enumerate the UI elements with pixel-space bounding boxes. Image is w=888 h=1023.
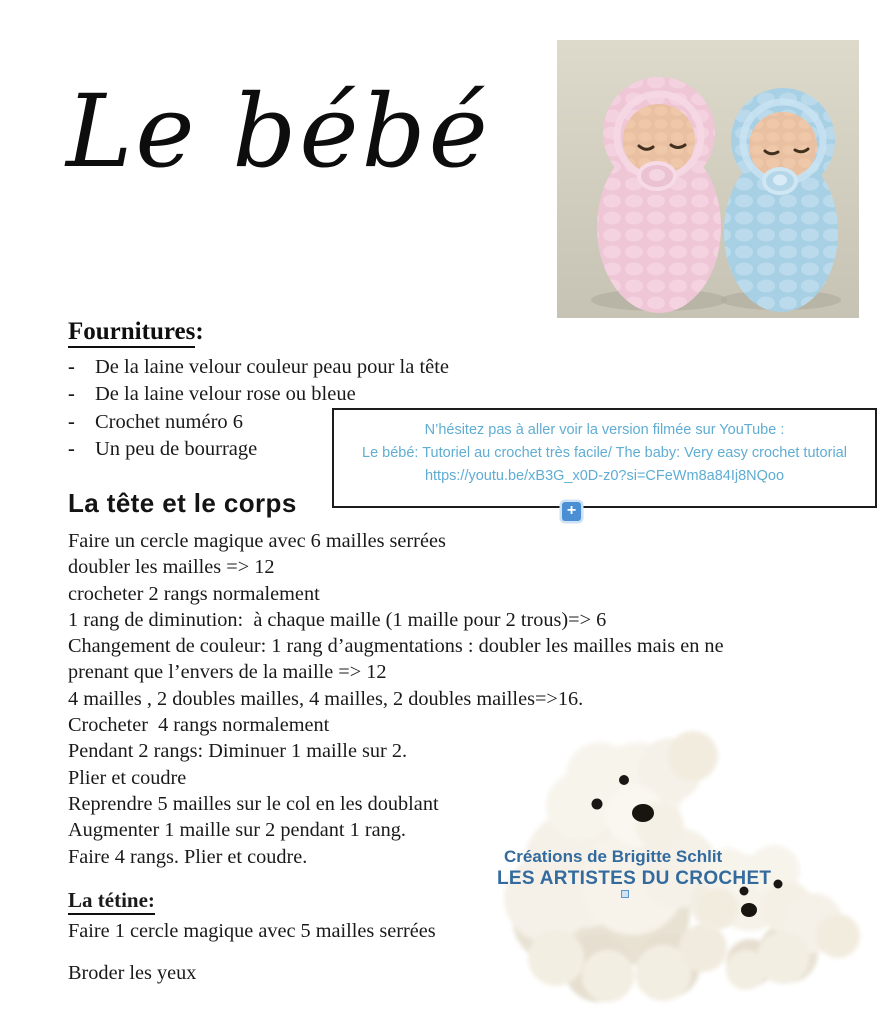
supply-item-label: De la laine velour rose ou bleue <box>95 383 356 406</box>
supply-item-label: Crochet numéro 6 <box>95 410 244 433</box>
youtube-invite-text: N’hésitez pas à aller voir la version filmée sur YouTube : <box>424 422 785 438</box>
head-body-heading: La tête et le corps <box>68 488 297 518</box>
instruction-line: Pendant 2 rangs: Diminuer 1 maille sur 2. <box>68 740 408 763</box>
instruction-line: 4 mailles , 2 doubles mailles, 4 mailles, 2 doubles mailles=>16. <box>68 687 584 710</box>
page-title: Le bébé <box>66 73 491 190</box>
babies-photo <box>557 40 859 318</box>
instruction-line: Faire 4 rangs. Plier et coudre. <box>68 845 308 868</box>
supply-item <box>68 354 449 381</box>
instruction-line: Crocheter 4 rangs normalement <box>68 714 330 737</box>
instruction-line: Plier et coudre <box>68 766 187 789</box>
dogs-photo <box>488 718 888 1018</box>
plus-icon[interactable]: + <box>562 502 581 521</box>
dogs-caption-group: LES ARTISTES DU CROCHET <box>497 868 772 889</box>
dash-bullet: - <box>68 410 75 433</box>
babies-photo-art <box>557 40 859 318</box>
supply-item <box>68 381 449 408</box>
tetine-heading-text: La tétine: <box>68 888 155 915</box>
broder-instruction: Broder les yeux <box>68 962 197 984</box>
instruction-line: Augmenter 1 maille sur 2 pendant 1 rang. <box>68 819 406 842</box>
tetine-section <box>68 888 436 943</box>
youtube-video-title: Le bébé: Tutoriel au crochet très facile/ The baby: Very easy crochet tutorial <box>362 445 847 461</box>
tetine-heading <box>68 888 436 913</box>
fournitures-heading <box>68 318 449 346</box>
instruction-line: prenant que l’envers de la maille => 12 <box>68 661 387 684</box>
dash-bullet: - <box>68 383 75 406</box>
dash-bullet: - <box>68 438 75 461</box>
instruction-line: doubler les mailles => 12 <box>68 556 275 579</box>
instruction-line: 1 rang de diminution: à chaque maille (1 maille pour 2 trous)=> 6 <box>68 608 607 631</box>
fournitures-heading-colon: : <box>195 318 204 345</box>
supply-item-label: De la laine velour couleur peau pour la tête <box>95 356 450 378</box>
youtube-link[interactable]: https://youtu.be/xB3G_x0D-z0?si=CFeWm8a84Ij8NQoo <box>424 468 785 484</box>
instruction-line: crocheter 2 rangs normalement <box>68 582 320 605</box>
instruction-line: Changement de couleur: 1 rang d’augmentations : doubler les mailles mais en ne <box>68 635 724 658</box>
instruction-line: Faire un cercle magique avec 6 mailles serrées <box>68 530 446 552</box>
supply-item-label: Un peu de bourrage <box>95 438 258 461</box>
tetine-instruction: Faire 1 cercle magique avec 5 mailles serrées <box>68 920 436 942</box>
anchor-icon[interactable] <box>621 890 629 898</box>
instruction-line: Reprendre 5 mailles sur le col en les doublant <box>68 792 439 815</box>
fournitures-heading-text: Fournitures <box>68 318 195 348</box>
dogs-caption-author: Créations de Brigitte Schlit <box>504 847 723 866</box>
dash-bullet: - <box>68 356 75 378</box>
